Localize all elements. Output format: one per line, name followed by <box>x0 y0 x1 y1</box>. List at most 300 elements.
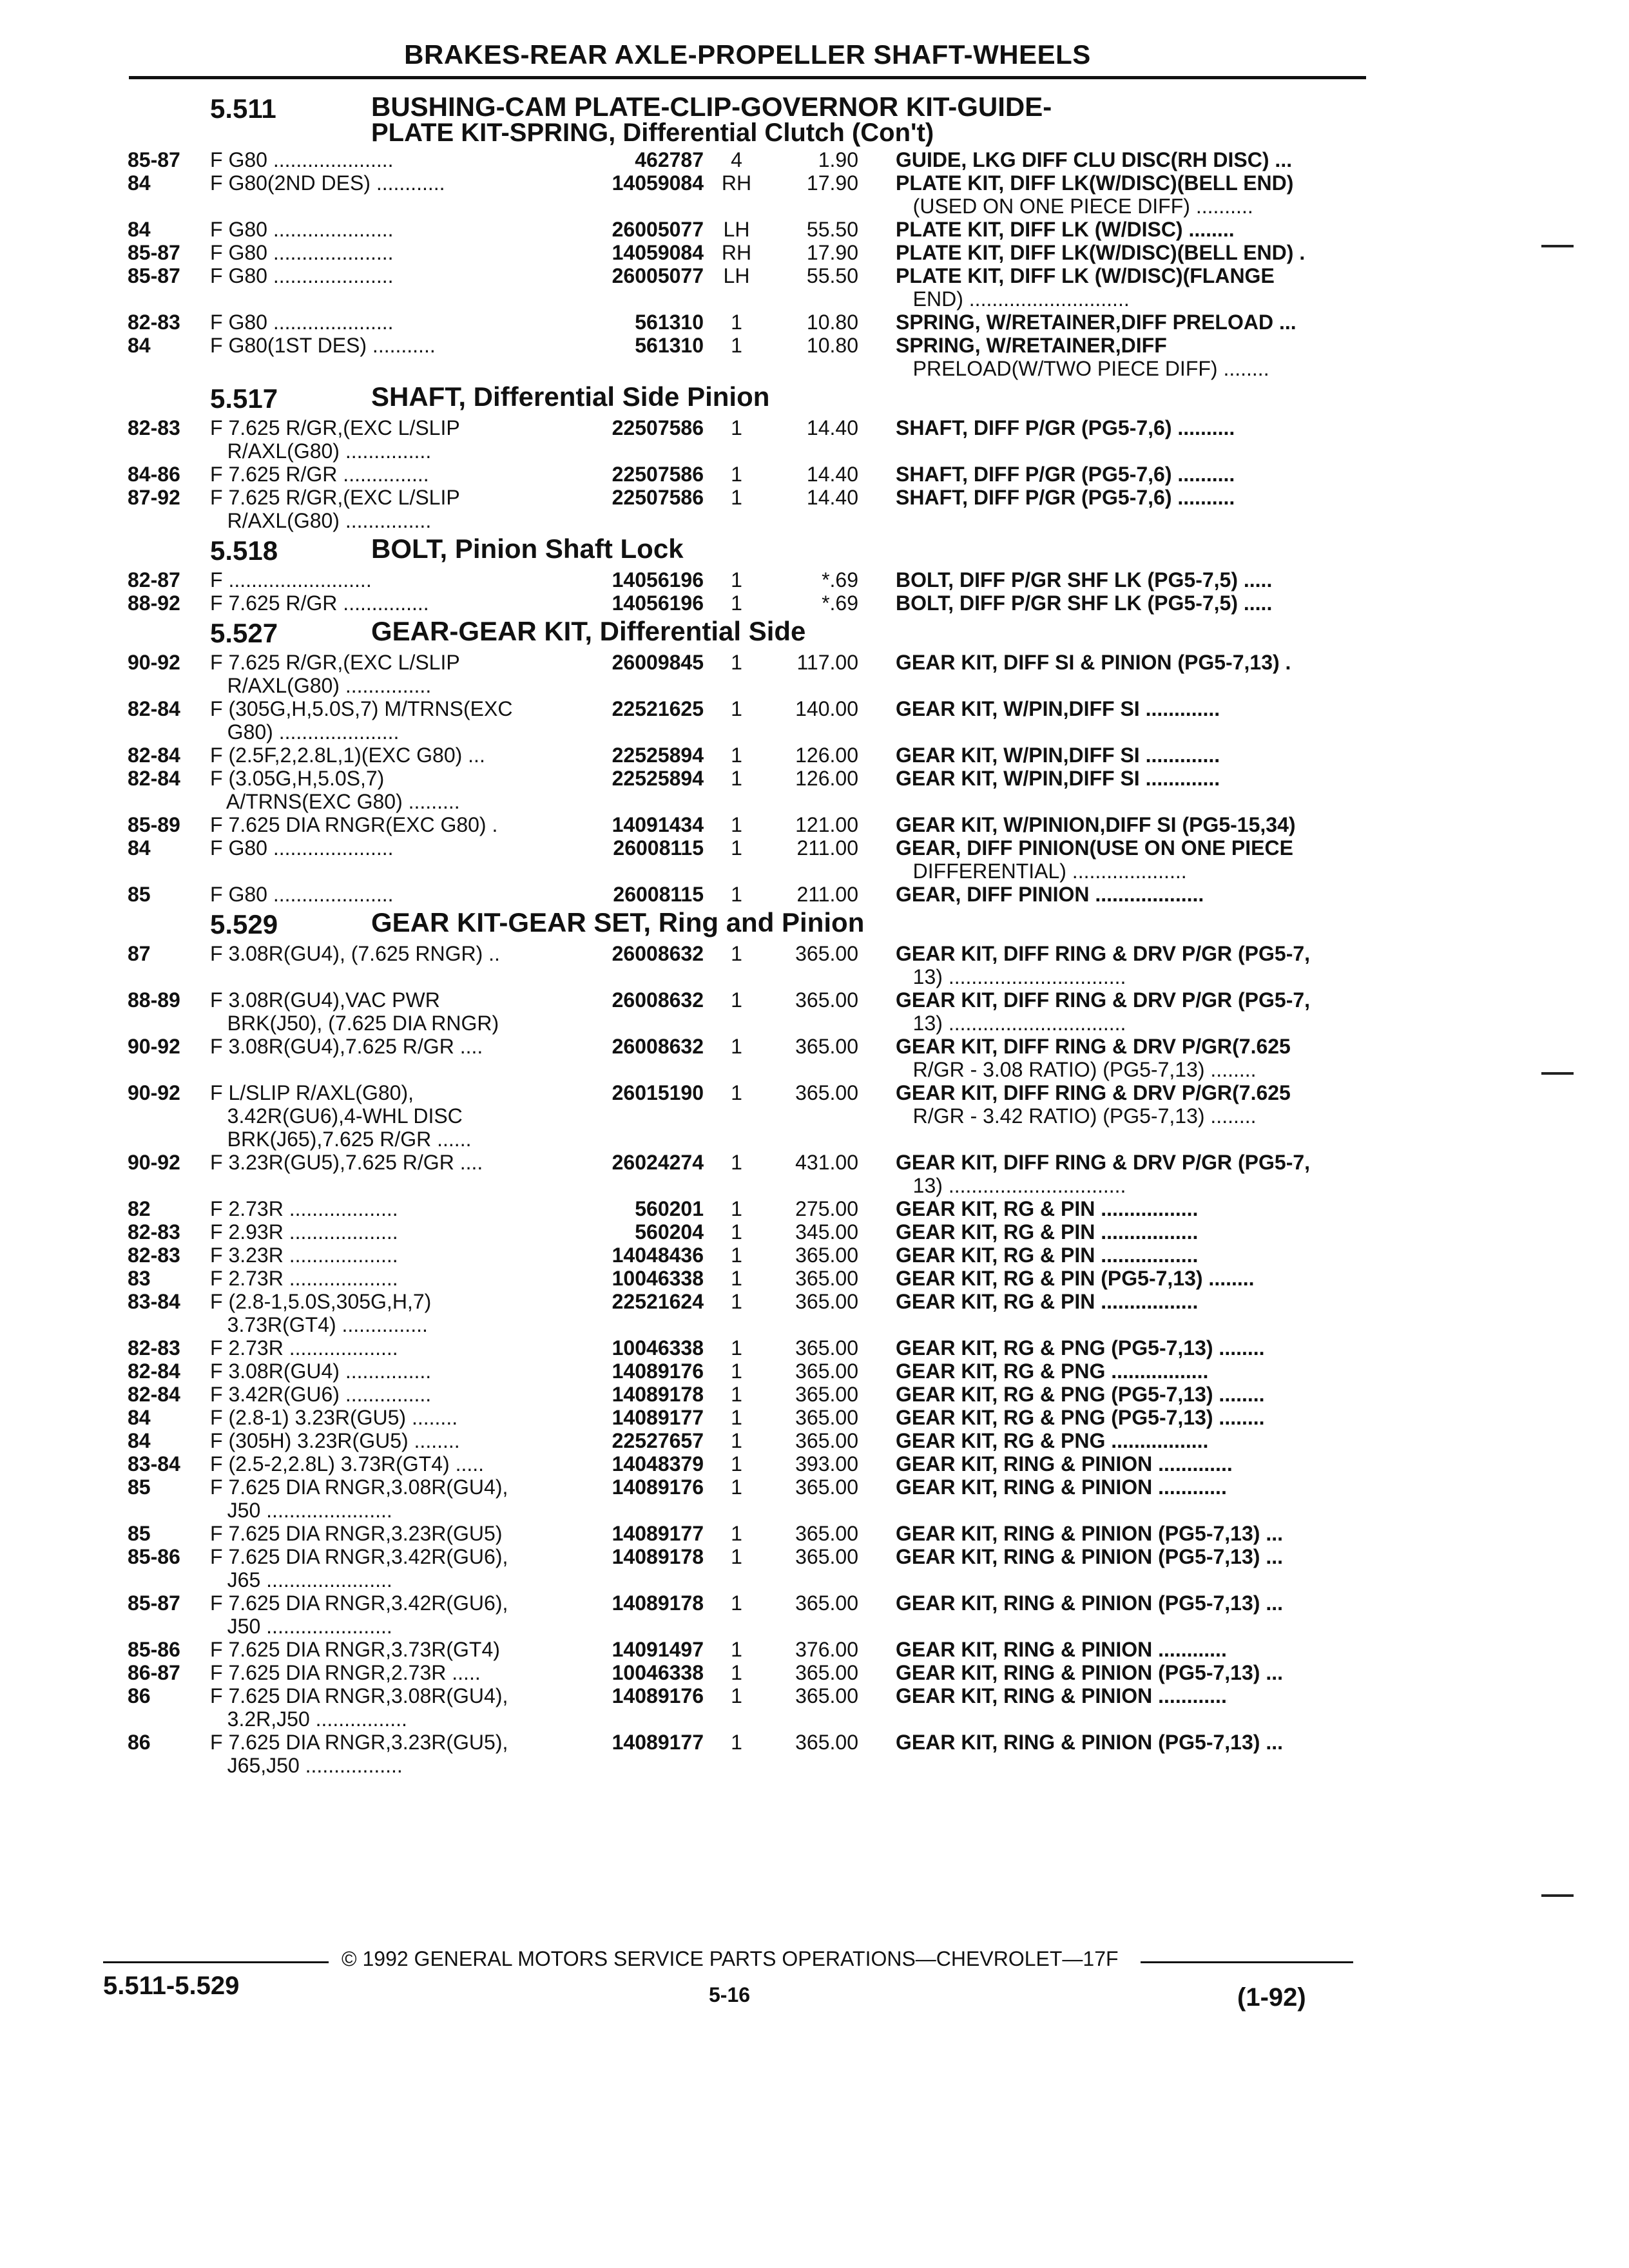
part-number: 14056196 <box>612 568 704 591</box>
usage-description <box>210 241 555 264</box>
part-name-line: GEAR KIT, W/PIN,DIFF SI ............. <box>896 767 1220 790</box>
part-row <box>128 334 1371 380</box>
quantity: 1 <box>731 767 742 790</box>
quantity: 1 <box>731 1035 742 1058</box>
usage-description <box>210 1591 555 1638</box>
part-number: 22525894 <box>612 767 704 790</box>
part-row <box>128 697 1371 744</box>
usage-description <box>210 1197 555 1220</box>
model-years: 84 <box>128 171 151 195</box>
quantity: 1 <box>731 1475 742 1499</box>
part-name-line: GEAR KIT, RING & PINION (PG5-7,13) ... <box>896 1522 1283 1545</box>
section-title <box>371 907 1371 937</box>
part-name-line: GEAR KIT, RG & PNG (PG5-7,13) ........ <box>896 1336 1265 1360</box>
part-name-line: PLATE KIT, DIFF LK (W/DISC) ........ <box>896 218 1235 241</box>
quantity: 1 <box>731 486 742 509</box>
quantity: RH <box>721 171 752 195</box>
price: 365.00 <box>795 1661 858 1684</box>
section-heading <box>128 616 1371 648</box>
part-name <box>858 241 1347 264</box>
part-number: 560201 <box>635 1197 704 1220</box>
model-years: 86-87 <box>128 1661 180 1684</box>
part-row <box>128 651 1371 697</box>
part-name <box>858 218 1347 241</box>
section-title-line: GEAR KIT-GEAR SET, Ring and Pinion <box>371 907 865 937</box>
part-number: 10046338 <box>612 1336 704 1360</box>
part-name <box>858 311 1347 334</box>
price: 121.00 <box>795 813 858 836</box>
usage-description <box>210 1267 555 1290</box>
model-years: 87 <box>128 942 151 965</box>
part-row <box>128 1290 1371 1336</box>
quantity: 1 <box>731 1661 742 1684</box>
part-number: 14091497 <box>612 1638 704 1661</box>
quantity: 1 <box>731 1522 742 1545</box>
quantity: 1 <box>731 1244 742 1267</box>
usage-description <box>210 1475 555 1522</box>
usage-line: F 2.73R ................... <box>210 1336 398 1360</box>
part-name-line: R/GR - 3.08 RATIO) (PG5-7,13) ........ <box>896 1058 1257 1081</box>
quantity: 1 <box>731 697 742 720</box>
quantity: 1 <box>731 942 742 965</box>
section-heading <box>128 91 1371 147</box>
part-row <box>128 767 1371 813</box>
model-years: 82-87 <box>128 568 180 591</box>
part-number: 14089178 <box>612 1383 704 1406</box>
part-row <box>128 171 1371 218</box>
usage-description <box>210 264 555 287</box>
margin-mark <box>1541 1072 1574 1075</box>
section-title-line: BUSHING-CAM PLATE-CLIP-GOVERNOR KIT-GUIDE- <box>371 91 1052 122</box>
part-name-line: GEAR KIT, W/PIN,DIFF SI ............. <box>896 697 1220 720</box>
part-name-line: GEAR KIT, DIFF SI & PINION (PG5-7,13) . <box>896 651 1291 674</box>
part-name <box>858 148 1347 171</box>
part-number: 22527657 <box>612 1429 704 1452</box>
model-years: 82-83 <box>128 311 180 334</box>
part-name <box>858 1591 1347 1615</box>
usage-line: F 7.625 R/GR,(EXC L/SLIP <box>210 651 460 674</box>
usage-line: F G80 ..................... <box>210 241 394 264</box>
price: 17.90 <box>806 241 858 264</box>
section-title <box>371 533 1371 564</box>
usage-description <box>210 697 555 744</box>
usage-line: F 7.625 R/GR,(EXC L/SLIP <box>210 486 460 509</box>
part-name-line: PLATE KIT, DIFF LK(W/DISC)(BELL END) . <box>896 241 1306 264</box>
part-row <box>128 486 1371 532</box>
part-number: 14048379 <box>612 1452 704 1475</box>
part-row <box>128 463 1371 486</box>
price: 1.90 <box>818 148 858 171</box>
part-number: 14089176 <box>612 1684 704 1707</box>
usage-line: J50 ...................... <box>210 1615 392 1638</box>
part-row <box>128 1522 1371 1545</box>
footer-rule-left <box>103 1961 329 1963</box>
usage-line: F (3.05G,H,5.0S,7) <box>210 767 385 790</box>
model-years: 82-83 <box>128 1220 180 1244</box>
part-name-line: GEAR KIT, RING & PINION (PG5-7,13) ... <box>896 1591 1283 1615</box>
usage-line: F 2.73R ................... <box>210 1267 398 1290</box>
part-name-line: 13) ............................... <box>896 1012 1126 1035</box>
quantity: 1 <box>731 1429 742 1452</box>
section-range: 5.511-5.529 <box>103 1972 240 2000</box>
price: 365.00 <box>795 942 858 965</box>
model-years: 83 <box>128 1267 151 1290</box>
part-row <box>128 1545 1371 1591</box>
section-heading <box>128 381 1371 414</box>
model-years: 86 <box>128 1731 151 1754</box>
quantity: 1 <box>731 1081 742 1104</box>
part-number: 560204 <box>635 1220 704 1244</box>
part-name <box>858 1220 1347 1244</box>
part-row <box>128 416 1371 463</box>
price: 365.00 <box>795 1684 858 1707</box>
usage-line: F G80 ..................... <box>210 836 394 860</box>
usage-line: F 7.625 DIA RNGR,3.73R(GT4) <box>210 1638 500 1661</box>
part-row <box>128 1267 1371 1290</box>
part-row <box>128 836 1371 883</box>
usage-line: R/AXL(G80) ............... <box>210 439 432 463</box>
model-years: 84 <box>128 836 151 860</box>
part-name-line: GEAR KIT, RG & PNG ................. <box>896 1429 1209 1452</box>
part-name-line: 13) ............................... <box>896 1174 1126 1197</box>
model-years: 84 <box>128 334 151 357</box>
usage-line: F 7.625 DIA RNGR,2.73R ..... <box>210 1661 481 1684</box>
part-row <box>128 218 1371 241</box>
price: 365.00 <box>795 1545 858 1568</box>
model-years: 86 <box>128 1684 151 1707</box>
part-name <box>858 486 1347 509</box>
part-row <box>128 1081 1371 1151</box>
part-name <box>858 1290 1347 1313</box>
part-name <box>858 1661 1347 1684</box>
quantity: 1 <box>731 1545 742 1568</box>
part-number: 22507586 <box>612 416 704 439</box>
usage-description <box>210 1383 555 1406</box>
part-name <box>858 1452 1347 1475</box>
part-name-line: (USED ON ONE PIECE DIFF) .......... <box>896 195 1253 218</box>
part-row <box>128 311 1371 334</box>
quantity: 1 <box>731 1220 742 1244</box>
quantity: 1 <box>731 836 742 860</box>
part-number: 14089177 <box>612 1406 704 1429</box>
part-name <box>858 1336 1347 1360</box>
part-number: 10046338 <box>612 1267 704 1290</box>
price: 55.50 <box>806 264 858 287</box>
price: *.69 <box>822 591 858 615</box>
price: 126.00 <box>795 767 858 790</box>
price: 365.00 <box>795 1522 858 1545</box>
usage-line: F 7.625 DIA RNGR,3.23R(GU5) <box>210 1522 503 1545</box>
part-name-line: BOLT, DIFF P/GR SHF LK (PG5-7,5) ..... <box>896 591 1273 615</box>
part-name <box>858 1197 1347 1220</box>
part-row <box>128 241 1371 264</box>
part-number: 14089178 <box>612 1591 704 1615</box>
usage-line: F 3.23R ................... <box>210 1244 398 1267</box>
model-years: 85 <box>128 1475 151 1499</box>
part-name <box>858 1244 1347 1267</box>
quantity: 1 <box>731 813 742 836</box>
part-name-line: GEAR KIT, DIFF RING & DRV P/GR(7.625 <box>896 1081 1291 1104</box>
part-name-line: GEAR KIT, RING & PINION (PG5-7,13) ... <box>896 1731 1283 1754</box>
model-years: 88-89 <box>128 988 180 1012</box>
part-name-line: R/GR - 3.42 RATIO) (PG5-7,13) ........ <box>896 1104 1257 1128</box>
usage-line: F G80(2ND DES) ............ <box>210 171 445 195</box>
usage-description <box>210 171 555 195</box>
usage-description <box>210 1429 555 1452</box>
usage-description <box>210 1522 555 1545</box>
quantity: 1 <box>731 1197 742 1220</box>
quantity: LH <box>723 218 750 241</box>
part-number: 22507586 <box>612 463 704 486</box>
usage-description <box>210 1151 555 1174</box>
section-number: 5.511 <box>210 93 276 124</box>
model-years: 87-92 <box>128 486 180 509</box>
price: 14.40 <box>806 463 858 486</box>
part-number: 26005077 <box>612 264 704 287</box>
quantity: 1 <box>731 568 742 591</box>
model-years: 85 <box>128 1522 151 1545</box>
quantity: 1 <box>731 883 742 906</box>
part-row <box>128 1406 1371 1429</box>
quantity: 1 <box>731 1383 742 1406</box>
price: *.69 <box>822 568 858 591</box>
usage-line: F G80(1ST DES) ........... <box>210 334 436 357</box>
price: 376.00 <box>795 1638 858 1661</box>
section-number: 5.518 <box>210 535 278 566</box>
usage-line: F 3.42R(GU6) ............... <box>210 1383 432 1406</box>
usage-description <box>210 988 555 1035</box>
part-name <box>858 1383 1347 1406</box>
part-row <box>128 813 1371 836</box>
usage-line: G80) ..................... <box>210 720 400 744</box>
part-number: 22507586 <box>612 486 704 509</box>
usage-line: F (305H) 3.23R(GU5) ........ <box>210 1429 460 1452</box>
quantity: 1 <box>731 311 742 334</box>
part-name <box>858 1267 1347 1290</box>
usage-line: F 7.625 DIA RNGR,3.08R(GU4), <box>210 1684 508 1707</box>
section-title-line: SHAFT, Differential Side Pinion <box>371 381 770 412</box>
quantity: 1 <box>731 988 742 1012</box>
part-row <box>128 1383 1371 1406</box>
usage-description <box>210 1731 555 1777</box>
part-number: 22521625 <box>612 697 704 720</box>
price: 140.00 <box>795 697 858 720</box>
usage-line: F (2.5-2,2.8L) 3.73R(GT4) ..... <box>210 1452 485 1475</box>
usage-description <box>210 813 555 836</box>
section-heading <box>128 907 1371 939</box>
part-name-line: SPRING, W/RETAINER,DIFF <box>896 334 1167 357</box>
part-name-line: DIFFERENTIAL) .................... <box>896 860 1187 883</box>
part-name <box>858 767 1347 790</box>
price: 365.00 <box>795 1244 858 1267</box>
price: 365.00 <box>795 988 858 1012</box>
usage-description <box>210 334 555 357</box>
part-row <box>128 1220 1371 1244</box>
part-name-line: SPRING, W/RETAINER,DIFF PRELOAD ... <box>896 311 1296 334</box>
part-name <box>858 334 1347 380</box>
usage-line: F 7.625 R/GR ............... <box>210 591 429 615</box>
part-row <box>128 1244 1371 1267</box>
part-name <box>858 1151 1347 1197</box>
model-years: 84 <box>128 1429 151 1452</box>
part-name <box>858 1731 1347 1754</box>
usage-line: F 3.08R(GU4), (7.625 RNGR) .. <box>210 942 500 965</box>
part-name <box>858 836 1347 883</box>
model-years: 85-87 <box>128 241 180 264</box>
quantity: 1 <box>731 1151 742 1174</box>
model-years: 90-92 <box>128 651 180 674</box>
usage-line: R/AXL(G80) ............... <box>210 509 432 532</box>
section-title-line: PLATE KIT-SPRING, Differential Clutch (Con't) <box>371 119 934 147</box>
part-name <box>858 1684 1347 1707</box>
part-name-line: GEAR, DIFF PINION(USE ON ONE PIECE <box>896 836 1293 860</box>
part-name <box>858 1406 1347 1429</box>
quantity: 1 <box>731 591 742 615</box>
part-name-line: BOLT, DIFF P/GR SHF LK (PG5-7,5) ..... <box>896 568 1273 591</box>
part-number: 561310 <box>635 334 704 357</box>
part-number: 14089178 <box>612 1545 704 1568</box>
part-name-line: GEAR KIT, RG & PIN ................. <box>896 1244 1199 1267</box>
model-years: 82-84 <box>128 1360 180 1383</box>
usage-line: 3.73R(GT4) ............... <box>210 1313 428 1336</box>
model-years: 82-83 <box>128 1244 180 1267</box>
part-number: 10046338 <box>612 1661 704 1684</box>
price: 365.00 <box>795 1406 858 1429</box>
part-name-line: GEAR KIT, RG & PNG (PG5-7,13) ........ <box>896 1406 1265 1429</box>
usage-line: F 3.23R(GU5),7.625 R/GR .... <box>210 1151 483 1174</box>
usage-description <box>210 1035 555 1058</box>
quantity: 1 <box>731 1638 742 1661</box>
usage-line: R/AXL(G80) ............... <box>210 674 432 697</box>
usage-description <box>210 1360 555 1383</box>
price: 365.00 <box>795 1267 858 1290</box>
price: 126.00 <box>795 744 858 767</box>
usage-description <box>210 744 555 767</box>
price: 10.80 <box>806 311 858 334</box>
usage-line: J65 ...................... <box>210 1568 392 1591</box>
usage-line: F L/SLIP R/AXL(G80), <box>210 1081 414 1104</box>
part-name-line: SHAFT, DIFF P/GR (PG5-7,6) .......... <box>896 416 1235 439</box>
part-name-line: GEAR KIT, RING & PINION ............. <box>896 1452 1233 1475</box>
usage-description <box>210 311 555 334</box>
part-name <box>858 697 1347 720</box>
usage-line: F G80 ..................... <box>210 264 394 287</box>
part-number: 26015190 <box>612 1081 704 1104</box>
price: 55.50 <box>806 218 858 241</box>
part-name <box>858 942 1347 988</box>
usage-description <box>210 836 555 860</box>
price: 365.00 <box>795 1591 858 1615</box>
price: 345.00 <box>795 1220 858 1244</box>
section-number: 5.529 <box>210 909 278 939</box>
part-row <box>128 1035 1371 1081</box>
usage-line: F 7.625 DIA RNGR,3.42R(GU6), <box>210 1545 508 1568</box>
model-years: 82-84 <box>128 744 180 767</box>
quantity: RH <box>721 241 752 264</box>
part-name-line: GEAR KIT, RG & PIN ................. <box>896 1220 1199 1244</box>
usage-description <box>210 1638 555 1661</box>
price: 14.40 <box>806 416 858 439</box>
price: 17.90 <box>806 171 858 195</box>
part-name-line: SHAFT, DIFF P/GR (PG5-7,6) .......... <box>896 463 1235 486</box>
price: 365.00 <box>795 1429 858 1452</box>
usage-description <box>210 591 555 615</box>
part-number: 26008632 <box>612 988 704 1012</box>
part-number: 14089177 <box>612 1522 704 1545</box>
part-name-line: PLATE KIT, DIFF LK (W/DISC)(FLANGE <box>896 264 1275 287</box>
usage-line: F (305G,H,5.0S,7) M/TRNS(EXC <box>210 697 513 720</box>
part-name-line: GEAR KIT, W/PIN,DIFF SI ............. <box>896 744 1220 767</box>
part-name-line: GEAR, DIFF PINION ................... <box>896 883 1204 906</box>
part-name-line: GEAR KIT, W/PINION,DIFF SI (PG5-15,34) <box>896 813 1296 836</box>
part-number: 22525894 <box>612 744 704 767</box>
usage-description <box>210 568 555 591</box>
part-row <box>128 1731 1371 1777</box>
part-row <box>128 568 1371 591</box>
price: 431.00 <box>795 1151 858 1174</box>
part-name-line: GEAR KIT, RING & PINION ............ <box>896 1475 1227 1499</box>
part-row <box>128 988 1371 1035</box>
usage-line: BRK(J50), (7.625 DIA RNGR) <box>210 1012 499 1035</box>
part-name <box>858 1035 1347 1081</box>
part-name-line: PRELOAD(W/TWO PIECE DIFF) ........ <box>896 357 1269 380</box>
part-name <box>858 744 1347 767</box>
usage-line: F 2.93R ................... <box>210 1220 398 1244</box>
usage-line: F 2.73R ................... <box>210 1197 398 1220</box>
page-title: BRAKES-REAR AXLE-PROPELLER SHAFT-WHEELS <box>404 39 1091 70</box>
part-name-line: GEAR KIT, RG & PIN ................. <box>896 1290 1199 1313</box>
section-number: 5.517 <box>210 383 278 414</box>
model-years: 85-87 <box>128 148 180 171</box>
model-years: 90-92 <box>128 1081 180 1104</box>
revision-date: (1-92) <box>1237 1983 1306 2012</box>
page-footer <box>103 1946 1366 2036</box>
section-title <box>371 616 1371 646</box>
price: 365.00 <box>795 1081 858 1104</box>
part-name-line: PLATE KIT, DIFF LK(W/DISC)(BELL END) <box>896 171 1294 195</box>
part-name <box>858 1475 1347 1499</box>
quantity: 1 <box>731 334 742 357</box>
usage-description <box>210 651 555 697</box>
part-name-line: GEAR KIT, RG & PNG ................. <box>896 1360 1209 1383</box>
part-number: 26008632 <box>612 942 704 965</box>
quantity: 1 <box>731 651 742 674</box>
usage-line: F 7.625 DIA RNGR(EXC G80) . <box>210 813 498 836</box>
usage-line: F (2.8-1) 3.23R(GU5) ........ <box>210 1406 458 1429</box>
usage-description <box>210 1545 555 1591</box>
usage-description <box>210 942 555 965</box>
model-years: 82 <box>128 1197 151 1220</box>
part-number: 14089176 <box>612 1360 704 1383</box>
quantity: 1 <box>731 1452 742 1475</box>
section-heading <box>128 533 1371 566</box>
part-row <box>128 1591 1371 1638</box>
price: 365.00 <box>795 1383 858 1406</box>
price: 365.00 <box>795 1360 858 1383</box>
model-years: 90-92 <box>128 1151 180 1174</box>
part-row <box>128 1151 1371 1197</box>
margin-mark <box>1541 1894 1574 1897</box>
quantity: 1 <box>731 1684 742 1707</box>
part-name-line: GEAR KIT, RG & PIN ................. <box>896 1197 1199 1220</box>
part-row <box>128 1452 1371 1475</box>
quantity: 1 <box>731 1731 742 1754</box>
part-number: 561310 <box>635 311 704 334</box>
part-number: 26005077 <box>612 218 704 241</box>
usage-line: F G80 ..................... <box>210 148 394 171</box>
usage-line: 3.42R(GU6),4-WHL DISC <box>210 1104 463 1128</box>
quantity: 1 <box>731 1406 742 1429</box>
